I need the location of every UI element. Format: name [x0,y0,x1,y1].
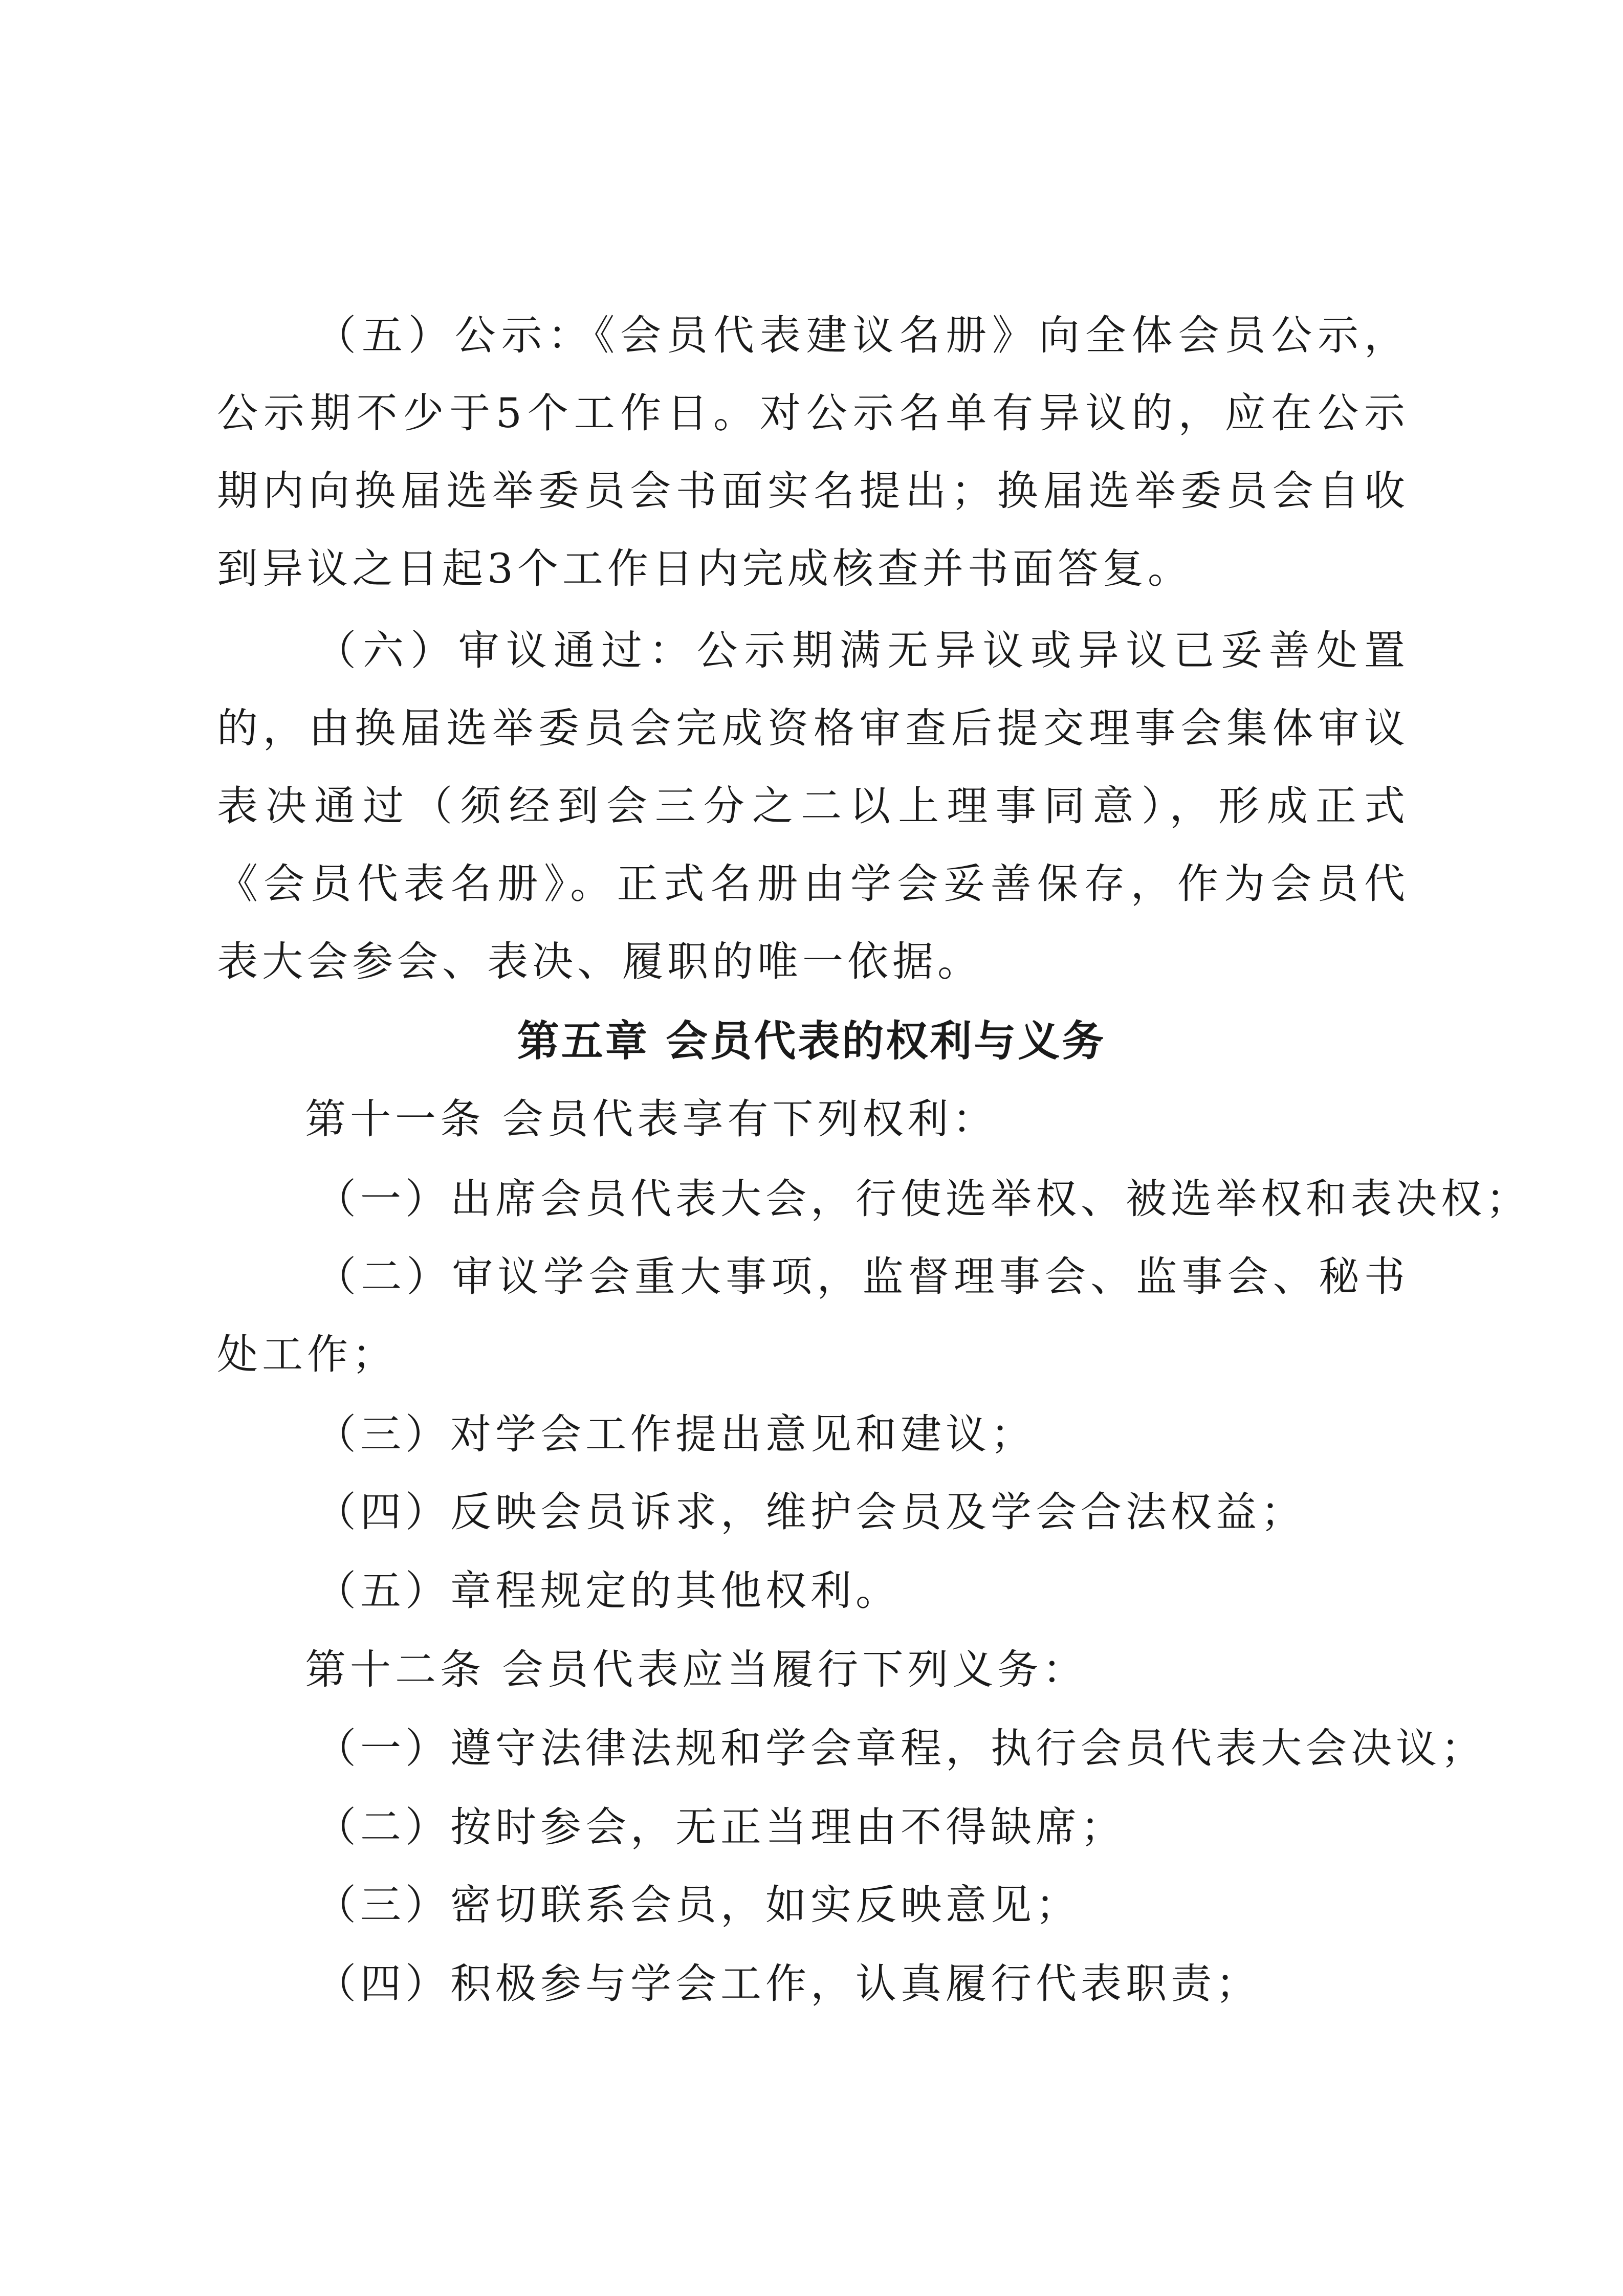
article-12-item: （二）按时参会，无正当理由不得缺席； [315,1803,1126,1851]
article-11-item: （二）审议学会重大事项，监督理事会、监事会、秘书处工作； [217,1253,1409,1378]
article-11-item: （三）对学会工作提出意见和建议； [315,1410,1036,1458]
article-11-item: （五）章程规定的其他权利。 [315,1567,901,1615]
paragraph-review-approval: （六）审议通过：公示期满无异议或异议已妥善处置的，由换届选举委员会完成资格审查后提交理事会集体审议表决通过（须经到会三分之二以上理事同意），形成正式《会员代表名册》。正式名册由学会妥善保存，作为会员代表大会参会、表决、履职的唯一依据。 [217,627,1409,985]
article-12-item: （四）积极参与学会工作，认真履行代表职责； [315,1960,1261,2007]
article-11-item: （一）出席会员代表大会，行使选举权、被选举权和表决权； [315,1175,1531,1223]
chapter-heading: 第五章 会员代表的权利与义务 [517,1017,1106,1066]
article-12-item: （一）遵守法律法规和学会章程，执行会员代表大会决议； [315,1725,1486,1772]
article-12-item: （三）密切联系会员，如实反映意见； [315,1881,1081,1929]
article-12-title: 第十二条 会员代表应当履行下列义务： [305,1646,1088,1693]
article-11-title: 第十一条 会员代表享有下列权利： [305,1095,998,1143]
paragraph-publicity: （五）公示：《会员代表建议名册》向全体会员公示，公示期不少于5个工作日。对公示名单有异议的，应在公示期内向换届选举委员会书面实名提出；换届选举委员会自收到异议之日起3个工作日内完成核查并书面答复。 [217,312,1409,592]
article-11-item: （四）反映会员诉求，维护会员及学会合法权益； [315,1488,1306,1536]
